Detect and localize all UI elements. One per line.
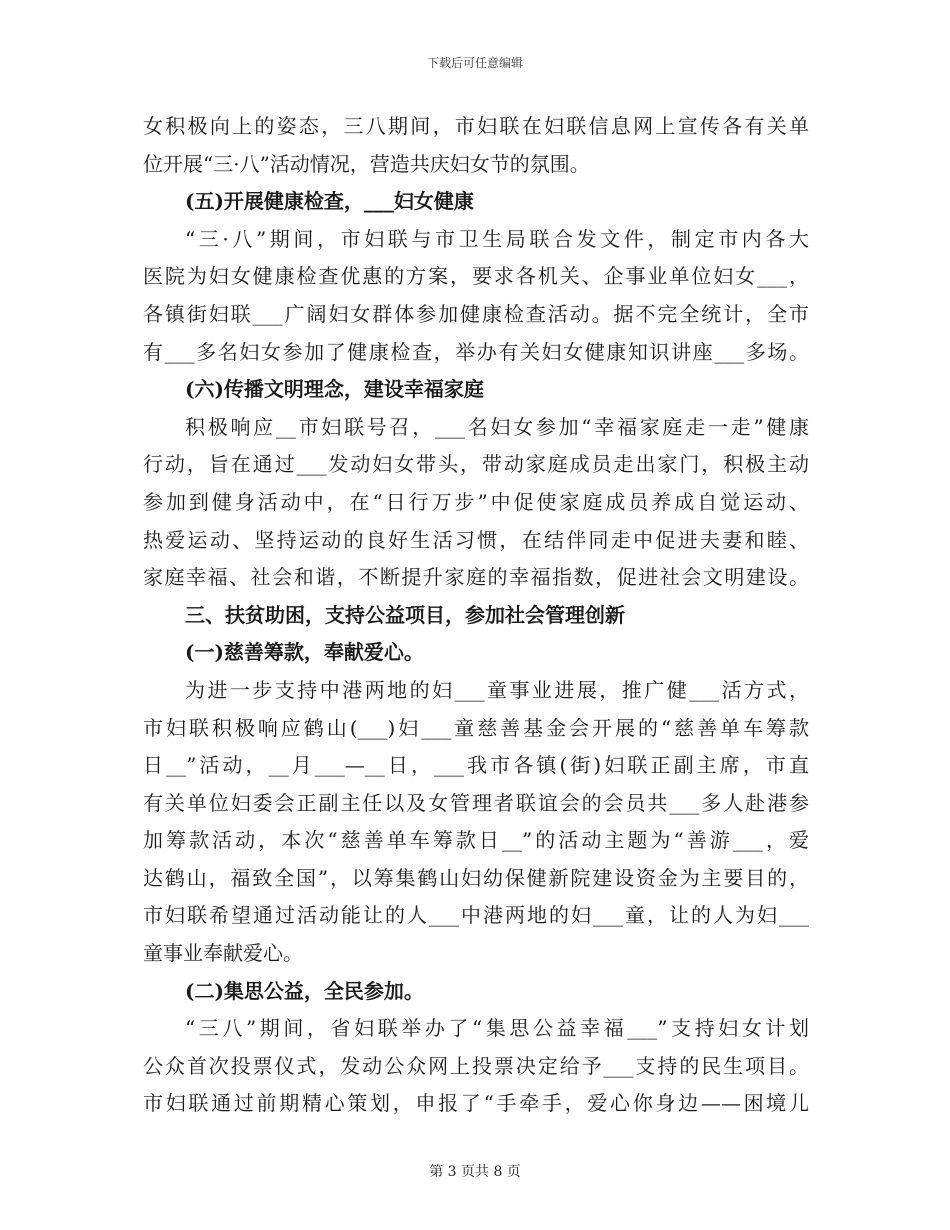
text-line: 市妇联通过前期精心策划，申报了“手牵手，爱心你身边——困境儿 bbox=[143, 1091, 809, 1116]
document-body bbox=[143, 108, 809, 1123]
text-line: 女积极向上的姿态，三八期间，市妇联在妇联信息网上宣传各有关单 bbox=[143, 114, 809, 138]
text-line: 位开展“三·八”活动情况，营造共庆妇女节的氛围。 bbox=[143, 151, 590, 176]
section-heading: (二)集思公益，全民参加。 bbox=[185, 978, 424, 1003]
text-line: 医院为妇女健康检查优惠的方案，要求各机关、企事业单位妇女___， bbox=[143, 264, 809, 289]
text-line: 日__”活动，__月___—__日，___我市各镇(街)妇联正副主席，市直 bbox=[143, 753, 809, 778]
text-line: 童事业奉献爱心。 bbox=[143, 941, 303, 966]
section-heading: (一)慈善筹款，奉献爱心。 bbox=[185, 640, 424, 665]
text-line: 有___多名妇女参加了健康检查，举办有关妇女健康知识讲座___多场。 bbox=[143, 339, 809, 364]
text-line: 家庭幸福、社会和谐，不断提升家庭的幸福指数，促进社会文明建设。 bbox=[143, 565, 809, 590]
text-line: 有关单位妇委会正副主任以及女管理者联谊会的会员共___多人赴港参 bbox=[143, 790, 809, 815]
text-line: 行动，旨在通过___发动妇女带头，带动家庭成员走出家门，积极主动 bbox=[143, 452, 809, 477]
text-line: 热爱运动、坚持运动的良好生活习惯，在结伴同走中促进夫妻和睦、 bbox=[143, 527, 809, 552]
text-line: 为进一步支持中港两地的妇___童事业进展，推广健___活方式， bbox=[185, 677, 809, 702]
text-line: 公众首次投票仪式，发动公众网上投票决定给予___支持的民生项目。 bbox=[143, 1053, 809, 1078]
page-footer: 第 3 页共 8 页 bbox=[429, 1164, 521, 1180]
text-line: 加筹款活动，本次“慈善单车筹款日__”的活动主题为“善游___，爱 bbox=[143, 828, 809, 853]
text-line: 各镇街妇联___广阔妇女群体参加健康检查活动。据不完全统计，全市 bbox=[143, 301, 809, 326]
text-line: 达鹤山，福致全国”，以筹集鹤山妇幼保健新院建设资金为主要目的， bbox=[143, 865, 809, 890]
text-line: “三八”期间，省妇联举办了“集思公益幸福___”支持妇女计划 bbox=[185, 1016, 809, 1041]
text-line: 参加到健身活动中，在“日行万步”中促使家庭成员养成自觉运动、 bbox=[143, 489, 809, 514]
page-header: 下载后可任意编辑 bbox=[426, 56, 523, 70]
section-heading: (六)传播文明理念，建设幸福家庭 bbox=[185, 377, 484, 402]
text-line: “三·八”期间，市妇联与市卫生局联合发文件，制定市内各大 bbox=[185, 226, 809, 251]
text-line: 积极响应__市妇联号召，___名妇女参加“幸福家庭走一走”健康 bbox=[185, 414, 809, 439]
text-line: 市妇联希望通过活动能让的人___中港两地的妇___童，让的人为妇___ bbox=[143, 903, 809, 928]
section-heading: (五)开展健康检查，___妇女健康 bbox=[185, 189, 474, 214]
text-line: 市妇联积极响应鹤山(___)妇___童慈善基金会开展的“慈善单车筹款 bbox=[143, 715, 809, 740]
section-heading: 三、扶贫助困，支持公益项目，参加社会管理创新 bbox=[185, 602, 625, 627]
